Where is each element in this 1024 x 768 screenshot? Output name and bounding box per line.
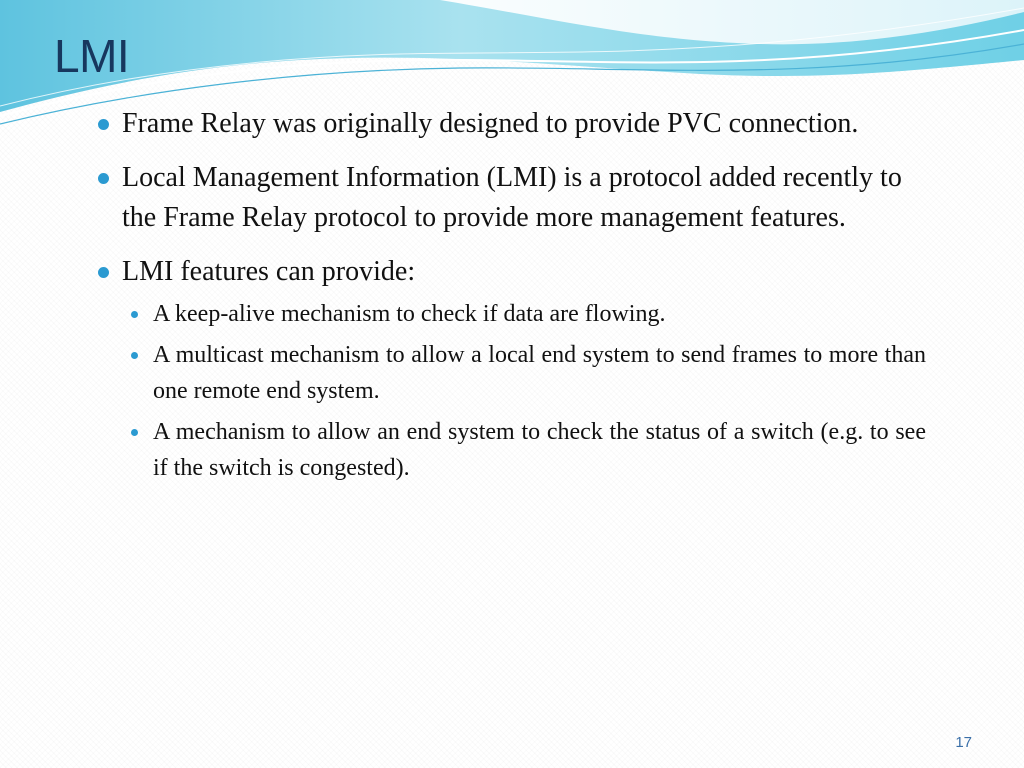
bullet-dot-icon xyxy=(98,267,109,278)
bullet-dot-icon xyxy=(98,173,109,184)
sub-bullet-list xyxy=(122,296,926,486)
sub-bullet-dot-icon xyxy=(131,429,138,436)
bullet-dot-icon xyxy=(98,119,109,130)
slide-title: LMI xyxy=(54,30,130,82)
sub-bullet-item xyxy=(122,337,926,409)
sub-bullet-item xyxy=(122,414,926,486)
bullet-text: LMI features can provide: xyxy=(122,256,416,287)
bullet-text: Frame Relay was originally designed to provide PVC connection. xyxy=(122,108,859,139)
sub-bullet-text: A multicast mechanism to allow a local end system to send frames to more than one remote end system. xyxy=(153,342,926,404)
sub-bullet-text: A mechanism to allow an end system to check the status of a switch (e.g. to see if the switch is congested). xyxy=(153,419,926,481)
slide-number: 17 xyxy=(955,734,972,751)
bullet-text: Local Management Information (LMI) is a protocol added recently to the Frame Relay protocol to provide more management features. xyxy=(122,162,902,233)
sub-bullet-text: A keep-alive mechanism to check if data are flowing. xyxy=(153,301,666,327)
slide-body xyxy=(96,104,926,500)
bullet-item xyxy=(96,252,926,486)
bullet-item xyxy=(96,104,926,144)
sub-bullet-dot-icon xyxy=(131,311,138,318)
bullet-list xyxy=(96,104,926,486)
sub-bullet-item xyxy=(122,296,926,332)
sub-bullet-dot-icon xyxy=(131,352,138,359)
bullet-item xyxy=(96,158,926,238)
